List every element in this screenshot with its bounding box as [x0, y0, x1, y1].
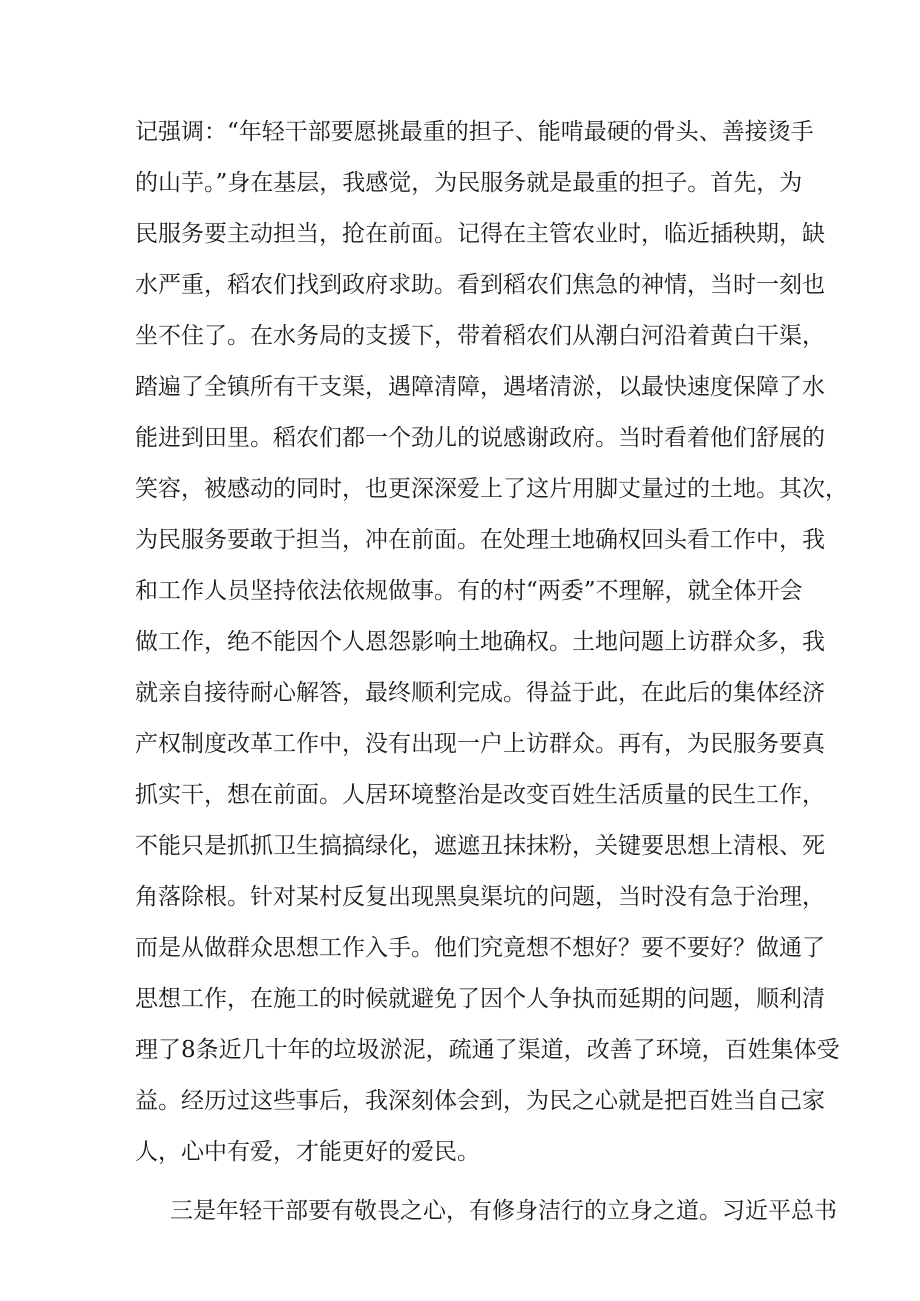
text-line: 为民服务要敢于担当，冲在前面。在处理土地确权回头看工作中，我 [135, 527, 825, 553]
text-line: 益。经历过这些事后，我深刻体会到，为民之心就是把百姓当自己家 [135, 1088, 825, 1114]
text-line: 踏遍了全镇所有干支渠，遇障清障，遇堵清淤，以最快速度保障了水 [135, 374, 825, 400]
text-line: 的山芋。”身在基层，我感觉，为民服务就是最重的担子。首先，为 [135, 170, 803, 196]
paragraph-last-line: 人，心中有爱，才能更好的爱民。 [135, 1139, 480, 1165]
text-line: 产权制度改革工作中，没有出现一户上访群众。再有，为民服务要真 [135, 731, 825, 757]
text-line: 民服务要主动担当，抢在前面。记得在主管农业时，临近插秧期，缺 [135, 221, 825, 247]
text-line: 而是从做群众思想工作入手。他们究竟想不想好？要不要好？做通了 [135, 935, 825, 961]
text-line: 能进到田里。稻农们都一个劲儿的说感谢政府。当时看着他们舒展的 [135, 425, 825, 451]
text-line: 角落除根。针对某村反复出现黑臭渠坑的问题，当时没有急于治理， [135, 884, 825, 910]
text-line: 思想工作，在施工的时候就避免了因个人争执而延期的问题，顺利清 [135, 986, 825, 1012]
text-line: 做工作，绝不能因个人恩怨影响土地确权。土地问题上访群众多，我 [135, 629, 825, 655]
text-line: 记强调：“年轻干部要愿挑最重的担子、能啃最硬的骨头、善接烫手 [135, 119, 814, 145]
text-line: 不能只是抓抓卫生搞搞绿化，遮遮丑抹抹粉，关键要思想上清根、死 [135, 833, 825, 859]
text-line: 抓实干，想在前面。人居环境整治是改变百姓生活质量的民生工作， [135, 782, 825, 808]
text-line: 坐不住了。在水务局的支援下，带着稻农们从潮白河沿着黄白干渠， [135, 323, 825, 349]
text-line: 笑容，被感动的同时，也更深深爱上了这片用脚丈量过的土地。其次， [135, 476, 848, 502]
text-line: 水严重，稻农们找到政府求助。看到稻农们焦急的神情，当时一刻也 [135, 272, 825, 298]
next-paragraph-first-line: 三是年轻干部要有敬畏之心，有修身洁行的立身之道。习近平总书 [170, 1198, 837, 1224]
text-line: 理了8条近几十年的垃圾淤泥，疏通了渠道，改善了环境，百姓集体受 [135, 1037, 840, 1063]
text-line: 和工作人员坚持依法依规做事。有的村“两委”不理解，就全体开会 [135, 578, 803, 604]
text-line: 就亲自接待耐心解答，最终顺利完成。得益于此，在此后的集体经济 [135, 680, 825, 706]
